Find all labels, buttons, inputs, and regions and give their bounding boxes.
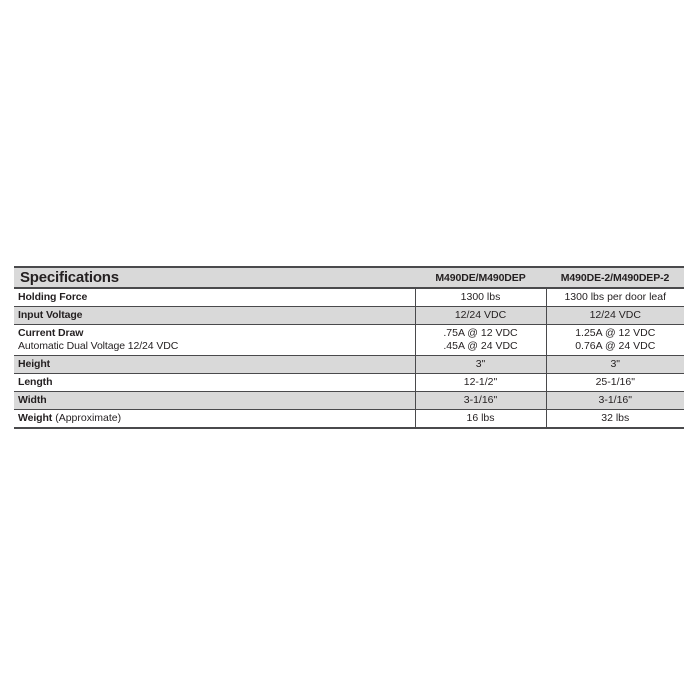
row-value [415,325,546,356]
row-label [14,307,415,325]
value-line: .75A @ 12 VDC [443,327,518,339]
table-title: Specifications [14,267,415,288]
row-sublabel-text: Automatic Dual Voltage 12/24 VDC [18,340,179,352]
row-value: 12/24 VDC [415,307,546,325]
row-value: 16 lbs [415,410,546,429]
row-value: 3-1/16" [415,392,546,410]
row-label [14,410,415,429]
row-value: 3-1/16" [546,392,684,410]
column-header-m490de: M490DE/M490DEP [415,267,546,288]
table-row-current-draw [14,325,684,356]
table-row-holding-force [14,288,684,307]
row-label-text: Weight [18,412,53,424]
row-label [14,288,415,307]
row-value: 1300 lbs per door leaf [546,288,684,307]
table-row-width [14,392,684,410]
row-label-text: Holding Force [18,291,88,303]
row-value: 12-1/2" [415,374,546,392]
row-label-text: Height [18,358,51,370]
row-label [14,356,415,374]
column-header-m490de-2: M490DE-2/M490DEP-2 [546,267,684,288]
value-line: .45A @ 24 VDC [443,340,518,352]
row-value: 3" [415,356,546,374]
row-label-text: Length [18,376,53,388]
row-label-note: (Approximate) [55,412,122,424]
row-label-text: Width [18,394,47,406]
row-label-text: Current Draw [18,327,84,339]
row-value: 25-1/16" [546,374,684,392]
table-header-row [14,267,684,288]
table-row-height [14,356,684,374]
table-row-weight [14,410,684,429]
table-row-input-voltage [14,307,684,325]
row-value: 3" [546,356,684,374]
row-value: 32 lbs [546,410,684,429]
value-line: 1.25A @ 12 VDC [575,327,656,339]
row-value [546,325,684,356]
row-label [14,374,415,392]
specifications-table [14,266,684,429]
row-label [14,392,415,410]
value-line: 0.76A @ 24 VDC [575,340,656,352]
row-label [14,325,415,356]
row-label-text: Input Voltage [18,309,83,321]
row-value: 1300 lbs [415,288,546,307]
row-value: 12/24 VDC [546,307,684,325]
table-row-length [14,374,684,392]
